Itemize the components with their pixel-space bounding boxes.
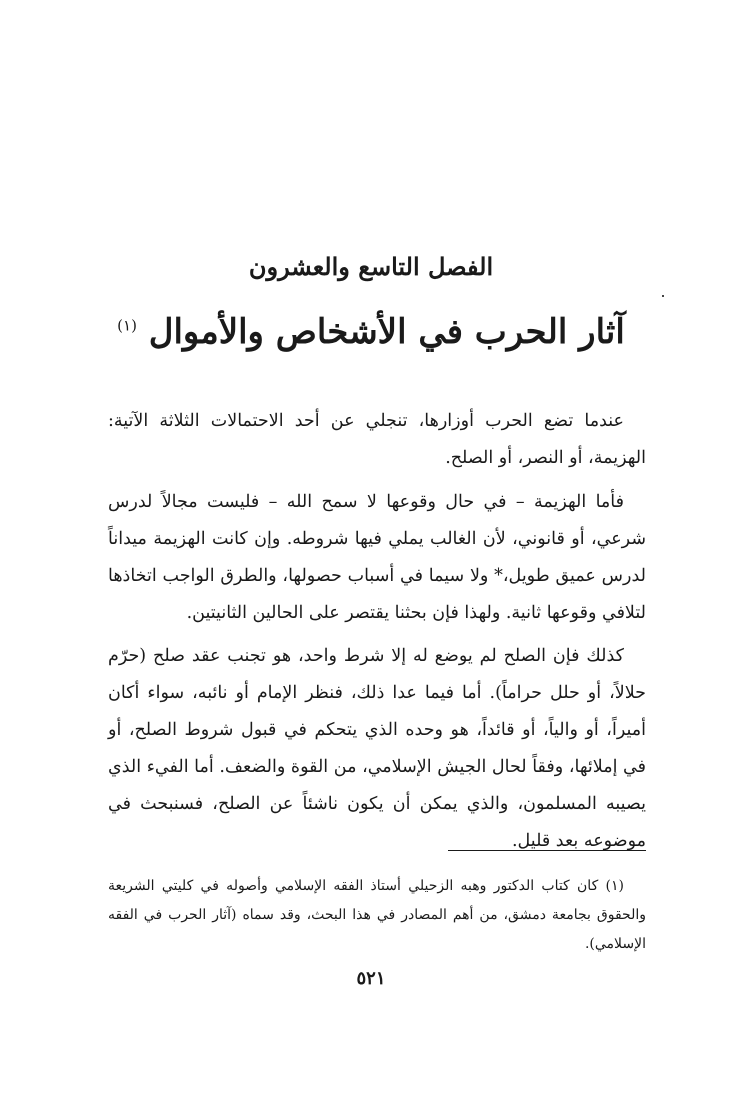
- chapter-title: [0, 312, 742, 352]
- body-paragraph-2: [108, 484, 646, 632]
- footnote-reference: (١): [117, 316, 137, 335]
- chapter-title-text: آثار الحرب في الأشخاص والأموال: [148, 312, 625, 352]
- page-number: ٥٢١: [356, 968, 386, 989]
- chapter-heading: الفصل التاسع والعشرون: [248, 252, 494, 281]
- body-paragraph-3: [108, 638, 646, 860]
- print-speck: [662, 295, 664, 297]
- paragraph-text: كذلك فإن الصلح لم يوضع له إلا شرط واحد، هو تجنب عقد صلح (حرّم حلالاً، أو حلل حراماً). أما فيما عدا ذلك، فنظر الإمام أو نائبه، سواء أكان أميراً، أو والياً، أو قائداً، هو وحده الذي يتحكم في قبول شروط الصلح، أو في إملائها، وفقاً لحال الجيش الإسلامي، من القوة والضعف. أما الفيء الذي يصيبه المسلمون، والذي يمكن أن يكون ناشئاً عن الصلح، فسنبحث في موضوعه بعد قليل.: [108, 646, 646, 851]
- footnote: [108, 872, 646, 959]
- body-paragraph-1: [108, 403, 646, 477]
- paragraph-text: عندما تضع الحرب أوزارها، تنجلي عن أحد الاحتمالات الثلاثة الآتية: الهزيمة، أو النصر، أو الصلح.: [108, 411, 646, 468]
- footnote-text: (١) كان كتاب الدكتور وهبه الزحيلي أستاذ الفقه الإسلامي وأصوله في كليتي الشريعة والحقوق بجامعة دمشق، من أهم المصادر في هذا البحث، وقد سماه (آثار الحرب في الفقه الإسلامي).: [108, 878, 646, 952]
- footnote-separator: [448, 850, 646, 851]
- paragraph-text: فأما الهزيمة – في حال وقوعها لا سمح الله – فليست مجالاً لدرس شرعي، أو قانوني، لأن الغالب يملي فيها شروطه. وإن كانت الهزيمة ميداناً لدرس عميق طويل،* ولا سيما في أسباب حصولها، والطرق الواجب اتخاذها لتلافي وقوعها ثانية. ولهذا فإن بحثنا يقتصر على الحالين الثانيتين.: [108, 492, 646, 623]
